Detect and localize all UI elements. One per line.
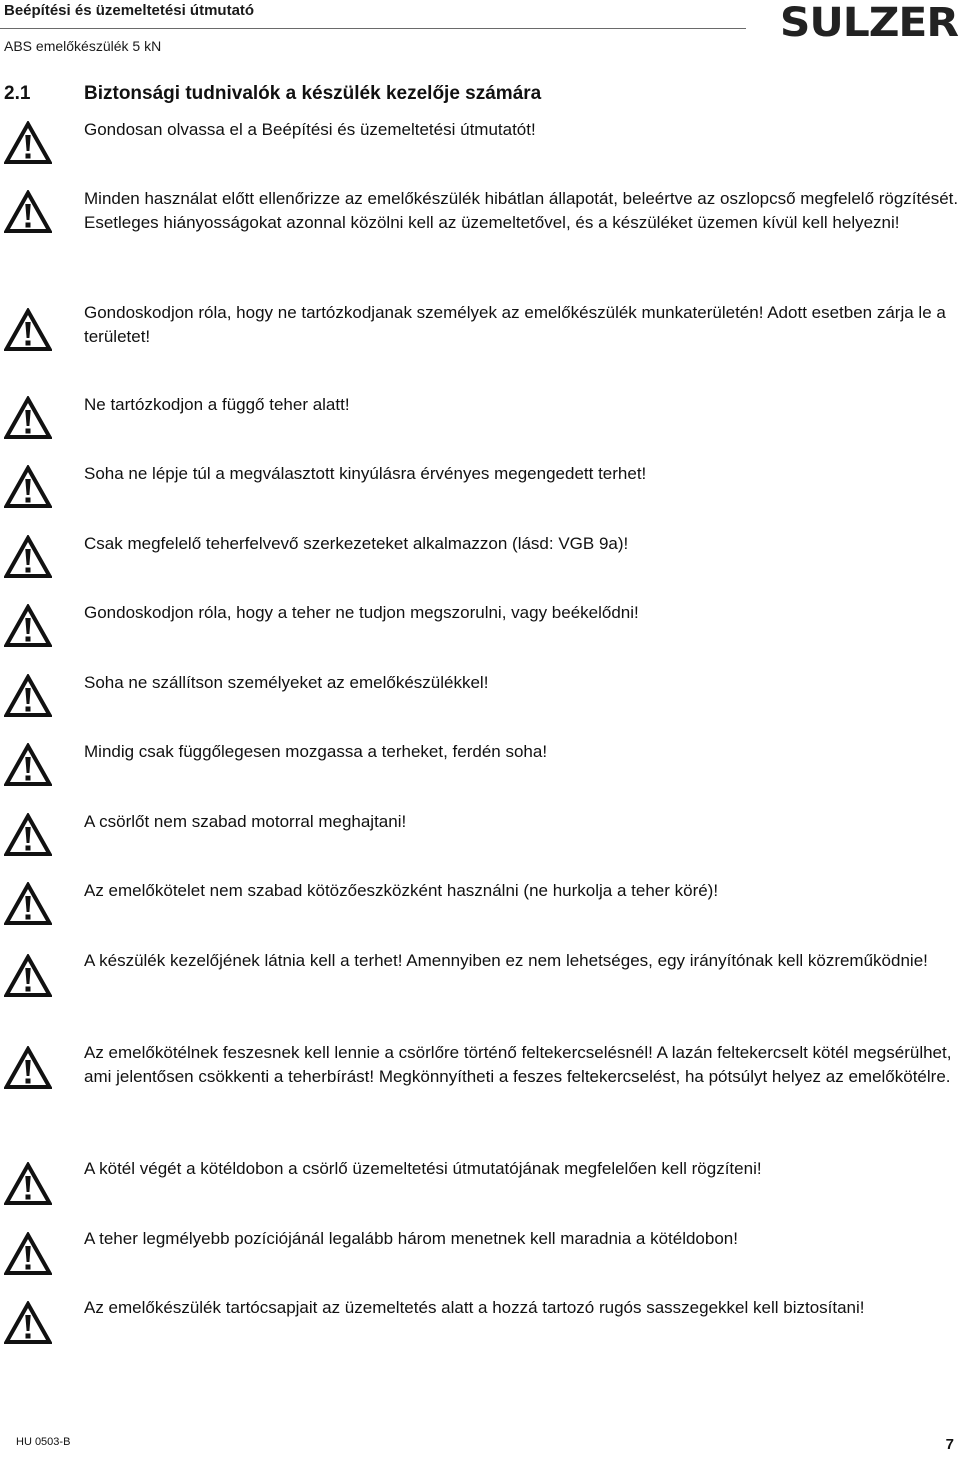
sulzer-logo: SULZER xyxy=(780,0,958,46)
warning-triangle-icon xyxy=(4,1162,52,1206)
safety-notice-text: A csörlőt nem szabad motorral meghajtani! xyxy=(84,812,407,831)
warning-triangle-icon xyxy=(4,882,52,926)
safety-notice-text: A kötél végét a kötéldobon a csörlő üzemeltetési útmutatójának megfelelően kell rögzíteni! xyxy=(84,1159,762,1178)
page-number: 7 xyxy=(945,1436,954,1453)
warning-triangle-icon xyxy=(4,535,52,579)
section-title: Biztonsági tudnivalók a készülék kezelője számára xyxy=(84,83,542,104)
warning-triangle-icon xyxy=(4,190,52,234)
warning-triangle-icon xyxy=(4,1046,52,1090)
warning-triangle-icon xyxy=(4,396,52,440)
warning-triangle-icon xyxy=(4,604,52,648)
header-divider xyxy=(0,28,746,29)
safety-notice-text: Csak megfelelő teherfelvevő szerkezeteket alkalmazzon (lásd: VGB 9a)! xyxy=(84,534,629,553)
document-code: HU 0503-B xyxy=(16,1436,71,1448)
document-title: Beépítési és üzemeltetési útmutató xyxy=(4,2,255,19)
safety-notice-text: Az emelőkötélnek feszesnek kell lennie a csörlőre történő feltekercselésnél! A lazán feltekercselt kötél megsérülhet, ami jelentősen csökkenti a teherbírást! Megkönnyítheti a feszes feltekercselést, ha pótsúlyt helyez az emelőkötélre. xyxy=(84,1043,952,1086)
safety-notice-text: Minden használat előtt ellenőrizze az emelőkészülék hibátlan állapotát, beleértve az oszlopcső megfelelő rögzítését. Esetleges hiányosságokat azonnal közölni kell az üzemeltetővel, és a készüléket üzemen kívül kell helyezni! xyxy=(84,189,959,232)
document-subtitle: ABS emelőkészülék 5 kN xyxy=(4,38,162,54)
warning-triangle-icon xyxy=(4,954,52,998)
safety-notice-text: A teher legmélyebb pozíciójánál legalább három menetnek kell maradnia a kötéldobon! xyxy=(84,1229,738,1248)
safety-notice-text: Gondoskodjon róla, hogy ne tartózkodjanak személyek az emelőkészülék munkaterületén! Adott esetben zárja le a területet! xyxy=(84,303,946,346)
safety-notice-text: Soha ne szállítson személyeket az emelőkészülékkel! xyxy=(84,673,489,692)
warning-triangle-icon xyxy=(4,743,52,787)
safety-notice-text: A készülék kezelőjének látnia kell a terhet! Amennyiben ez nem lehetséges, egy irányítónak kell közreműködnie! xyxy=(84,951,928,970)
warning-triangle-icon xyxy=(4,674,52,718)
warning-triangle-icon xyxy=(4,813,52,857)
safety-notice-text: Gondosan olvassa el a Beépítési és üzemeltetési útmutatót! xyxy=(84,120,536,139)
section-number: 2.1 xyxy=(4,83,31,104)
warning-triangle-icon xyxy=(4,308,52,352)
warning-triangle-icon xyxy=(4,121,52,165)
safety-notice-text: Gondoskodjon róla, hogy a teher ne tudjon megszorulni, vagy beékelődni! xyxy=(84,603,639,622)
safety-notice-text: Az emelőkészülék tartócsapjait az üzemeltetés alatt a hozzá tartozó rugós sasszegekkel kell biztosítani! xyxy=(84,1298,865,1317)
warning-triangle-icon xyxy=(4,1301,52,1345)
warning-triangle-icon xyxy=(4,1232,52,1276)
safety-notice-text: Az emelőkötelet nem szabad kötözőeszközként használni (ne hurkolja a teher köré)! xyxy=(84,881,719,900)
safety-notice-text: Soha ne lépje túl a megválasztott kinyúlásra érvényes megengedett terhet! xyxy=(84,464,647,483)
safety-notice-text: Ne tartózkodjon a függő teher alatt! xyxy=(84,395,350,414)
warning-triangle-icon xyxy=(4,465,52,509)
safety-notice-text: Mindig csak függőlegesen mozgassa a terheket, ferdén soha! xyxy=(84,742,548,761)
